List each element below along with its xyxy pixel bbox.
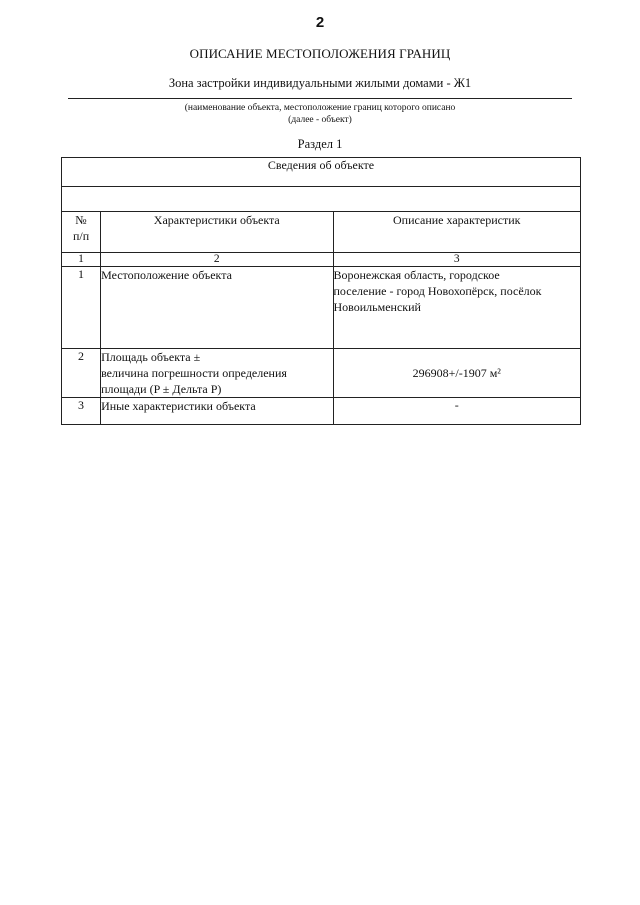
row-characteristic-line: величина погрешности определения — [101, 366, 287, 380]
column-header-characteristics: Характеристики объекта — [101, 212, 333, 253]
table-column-header-row — [62, 212, 581, 253]
row-characteristic-line: площади (P ± Дельта P) — [101, 382, 222, 396]
row-number: 3 — [62, 398, 101, 425]
row-description-line: Новоильменский — [333, 300, 421, 314]
object-name-underline — [68, 98, 572, 99]
object-info-table — [61, 157, 581, 425]
object-name-caption — [0, 102, 640, 126]
row-description — [333, 267, 581, 349]
section-title: Раздел 1 — [297, 137, 343, 151]
column-header-description: Описание характеристик — [333, 212, 581, 253]
empty-cell — [62, 187, 581, 212]
column-index-3: 3 — [333, 253, 581, 267]
column-header-number-line-2: п/п — [72, 229, 90, 243]
row-description-line: - — [454, 398, 459, 412]
row-characteristic-line: Иные характеристики объекта — [101, 399, 256, 413]
row-description-line: Воронежская область, городское — [333, 268, 500, 282]
row-description — [333, 349, 581, 398]
table-column-index-row — [62, 253, 581, 267]
table-empty-row — [62, 187, 581, 212]
row-characteristic — [101, 398, 333, 425]
page-number: 2 — [315, 14, 325, 31]
table-row — [62, 267, 581, 349]
row-characteristic — [101, 267, 333, 349]
row-description — [333, 398, 581, 425]
row-description-line: 296908+/-1907 м² — [412, 365, 501, 380]
row-characteristic — [101, 349, 333, 398]
column-header-number-line-1: № — [75, 213, 87, 227]
row-description-line: поселение - город Новохопёрск, посёлок — [333, 284, 542, 298]
object-name: Зона застройки индивидуальными жилыми домами - Ж1 — [168, 76, 472, 90]
table-row — [62, 398, 581, 425]
row-number: 1 — [62, 267, 101, 349]
row-characteristic-line: Местоположение объекта — [101, 268, 232, 282]
table-row — [62, 349, 581, 398]
caption-line-1: (наименование объекта, местоположение границ которого описано — [184, 103, 456, 113]
document-title: ОПИСАНИЕ МЕСТОПОЛОЖЕНИЯ ГРАНИЦ — [189, 46, 451, 61]
column-index-1: 1 — [62, 253, 101, 267]
column-index-2: 2 — [101, 253, 333, 267]
column-header-number — [62, 212, 101, 253]
table-heading: Сведения об объекте — [62, 158, 581, 187]
row-characteristic-line: Площадь объекта ± — [101, 350, 201, 364]
table-heading-row — [62, 158, 581, 187]
caption-line-2: (далее - объект) — [288, 115, 352, 125]
row-number: 2 — [62, 349, 101, 398]
